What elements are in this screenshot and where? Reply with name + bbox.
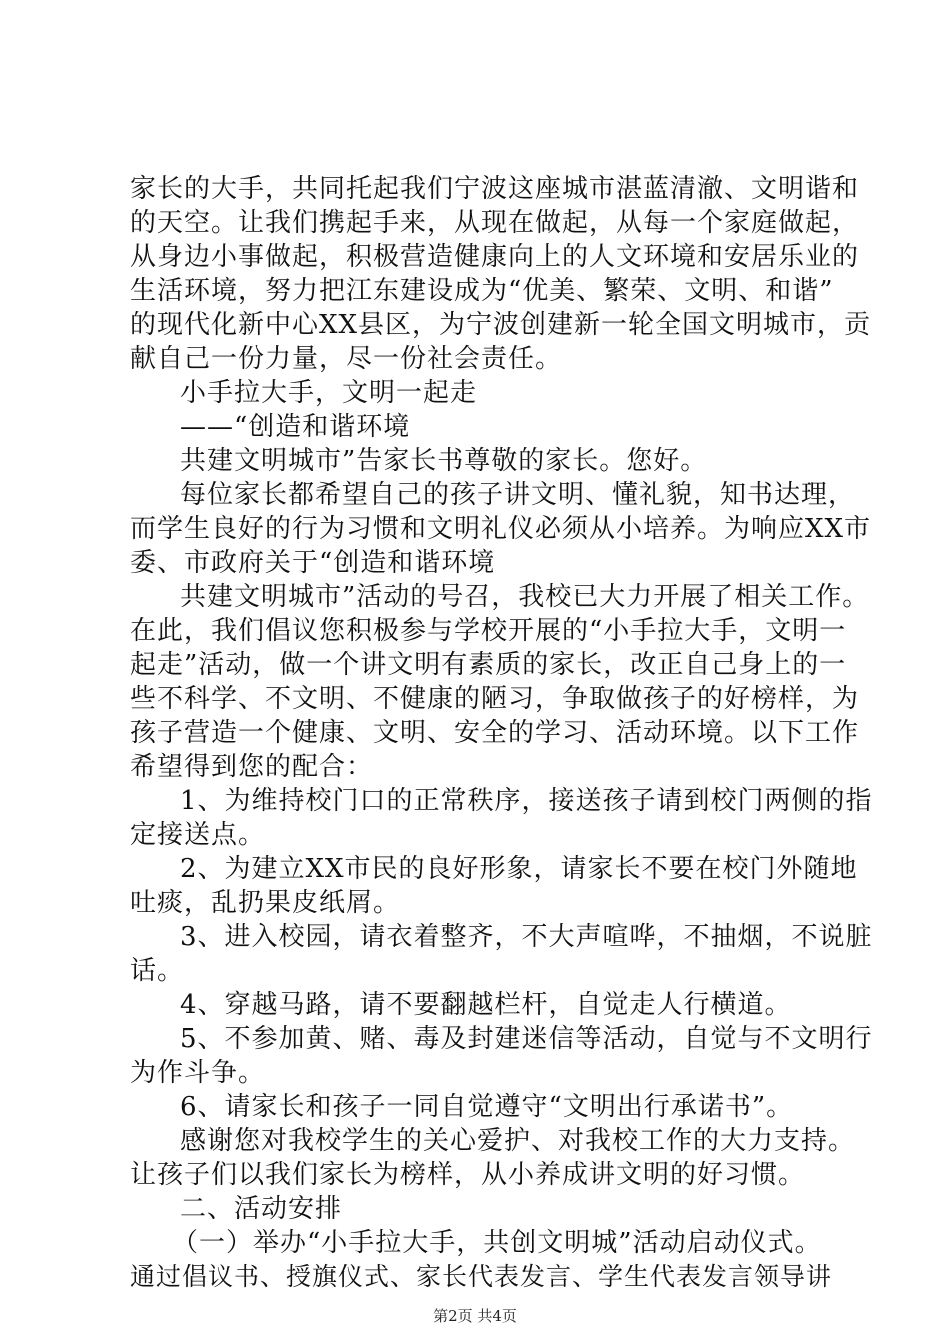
text-line: 起走”活动，做一个讲文明有素质的家长，改正自己身上的一 (130, 650, 847, 680)
paragraph-start: （一）举办“小手拉大手，共创文明城”活动启动仪式。 (172, 1228, 822, 1258)
text-line: 的现代化新中心XX县区，为宁波创建新一轮全国文明城市，贡 (130, 310, 872, 340)
subheading-line: 共建文明城市”告家长书尊敬的家长。您好。 (180, 446, 708, 476)
paragraph-start: 感谢您对我校学生的关心爱护、对我校工作的大力支持。 (180, 1126, 856, 1156)
list-item: 5、不参加黄、赌、毒及封建迷信等活动，自觉与不文明行 (180, 1024, 873, 1054)
text-line: 委、市政府关于“创造和谐环境 (130, 548, 496, 578)
text-line: 定接送点。 (130, 820, 266, 850)
text-line: 希望得到您的配合： (130, 752, 374, 782)
page-footer: 第2页 共4页 (433, 1307, 517, 1325)
text-line: 献自己一份力量，尽一份社会责任。 (130, 344, 563, 374)
text-line: 话。 (130, 956, 185, 986)
heading-line: 小手拉大手，文明一起走 (180, 378, 478, 408)
text-line: 孩子营造一个健康、文明、安全的学习、活动环境。以下工作 (130, 718, 860, 748)
paragraph-start: 每位家长都希望自己的孩子讲文明、懂礼貌，知书达理， (180, 480, 856, 510)
text-line: 家长的大手，共同托起我们宁波这座城市湛蓝清澈、文明谐和 (130, 174, 860, 204)
text-line: 让孩子们以我们家长为榜样，从小养成讲文明的好习惯。 (130, 1160, 806, 1190)
text-line: 而学生良好的行为习惯和文明礼仪必须从小培养。为响应XX市 (130, 514, 872, 544)
list-item: 2、为建立XX市民的良好形象，请家长不要在校门外随地 (180, 854, 858, 884)
text-line: 吐痰，乱扔果皮纸屑。 (130, 888, 401, 918)
text-line: 的天空。让我们携起手来，从现在做起，从每一个家庭做起， (130, 208, 860, 238)
text-line: 些不科学、不文明、不健康的陋习，争取做孩子的好榜样，为 (130, 684, 860, 714)
list-item: 4、穿越马路，请不要翻越栏杆，自觉走人行横道。 (180, 990, 792, 1020)
text-line: 通过倡议书、授旗仪式、家长代表发言、学生代表发言领导讲 (130, 1262, 833, 1291)
list-item: 1、为维持校门口的正常秩序，接送孩子请到校门两侧的指 (180, 786, 873, 816)
list-item: 6、请家长和孩子一同自觉遵守“文明出行承诺书”。 (180, 1092, 794, 1122)
subheading-line: ——“创造和谐环境 (180, 412, 411, 442)
text-line: 生活环境，努力把江东建设成为“优美、繁荣、文明、和谐” (130, 276, 834, 306)
paragraph-start: 共建文明城市”活动的号召，我校已大力开展了相关工作。 (180, 582, 870, 612)
text-line: 从身边小事做起，积极营造健康向上的人文环境和安居乐业的 (130, 242, 860, 272)
list-item: 3、进入校园，请衣着整齐，不大声喧哗，不抽烟，不说脏 (180, 922, 873, 952)
text-line: 在此，我们倡议您积极参与学校开展的“小手拉大手，文明一 (130, 616, 847, 646)
text-line: 为作斗争。 (130, 1058, 266, 1088)
section-heading: 二、活动安排 (180, 1194, 343, 1224)
